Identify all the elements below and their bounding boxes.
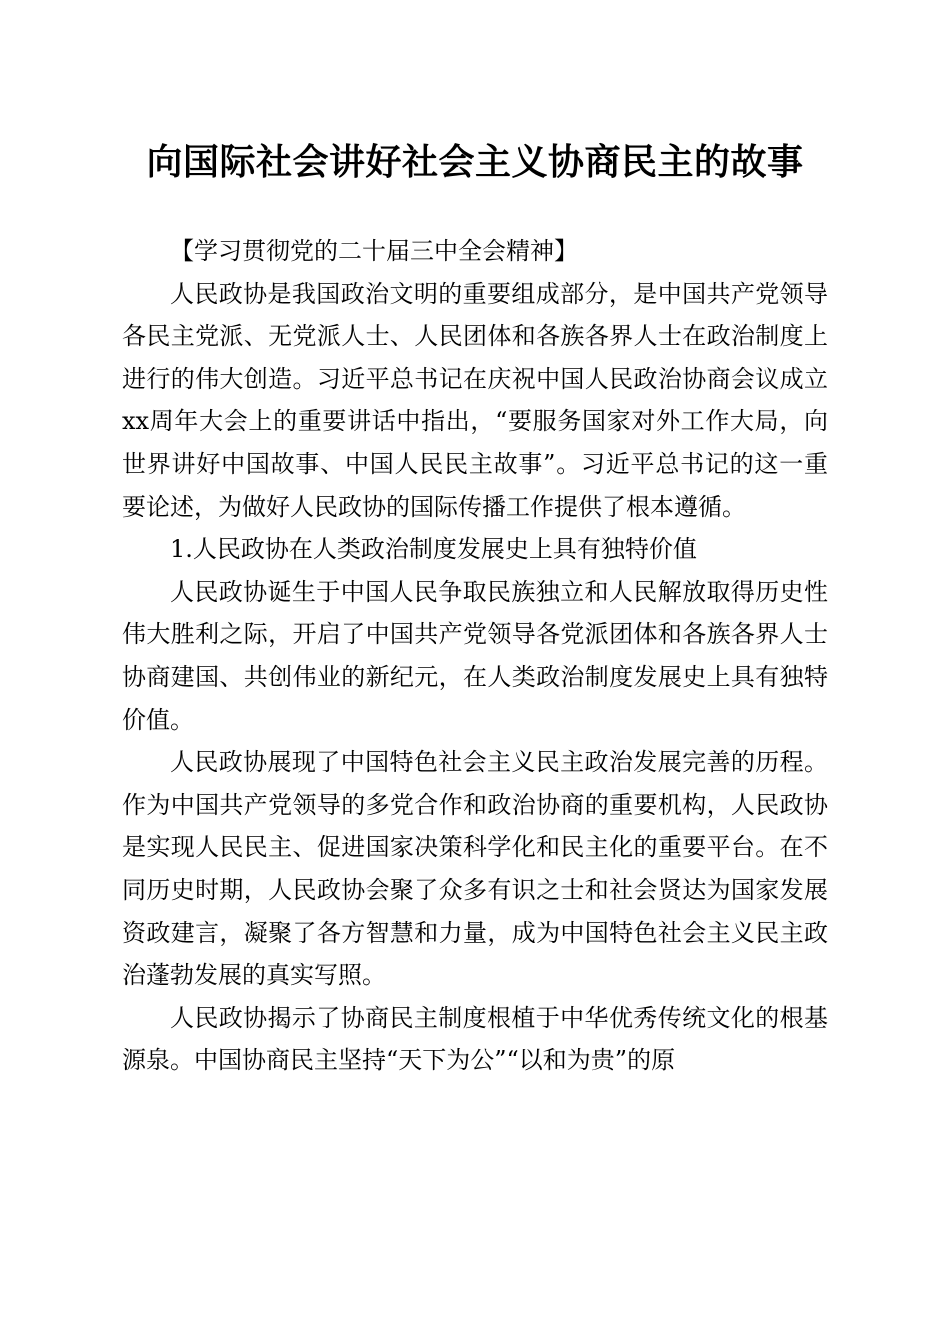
section-heading-1: 1.人民政协在人类政治制度发展史上具有独特价值 [170, 535, 697, 564]
paragraph-tradition: 人民政协揭示了协商民主制度根植于中华优秀传统文化的根基源泉。中国协商民主坚持“天下为公”“以和为贵”的原 [122, 1003, 828, 1075]
document-body [122, 230, 828, 1082]
document-title: 向国际社会讲好社会主义协商民主的故事 [146, 141, 804, 183]
paragraph-intro: 人民政协是我国政治文明的重要组成部分，是中国共产党领导各民主党派、无党派人士、人民团体和各族各界人士在政治制度上进行的伟大创造。习近平总书记在庆祝中国人民政治协商会议成立xx周年大会上的重要讲话中指出，“要服务国家对外工作大局，向世界讲好中国故事、中国人民民主故事”。习近平总书记的这一重要论述，为做好人民政协的国际传播工作提供了根本遵循。 [122, 279, 828, 521]
paragraph-origin: 人民政协诞生于中国人民争取民族独立和人民解放取得历史性伟大胜利之际，开启了中国共产党领导各党派团体和各族各界人士协商建国、共创伟业的新纪元，在人类政治制度发展史上具有独特价值。 [122, 577, 828, 734]
paragraph-development: 人民政协展现了中国特色社会主义民主政治发展完善的历程。作为中国共产党领导的多党合作和政治协商的重要机构，人民政协是实现人民民主、促进国家决策科学化和民主化的重要平台。在不同历史时期，人民政协会聚了众多有识之士和社会贤达为国家发展资政建言，凝聚了各方智慧和力量，成为中国特色社会主义民主政治蓬勃发展的真实写照。 [122, 748, 828, 990]
tag-line: 【学习贯彻党的二十届三中全会精神】 [170, 237, 578, 265]
